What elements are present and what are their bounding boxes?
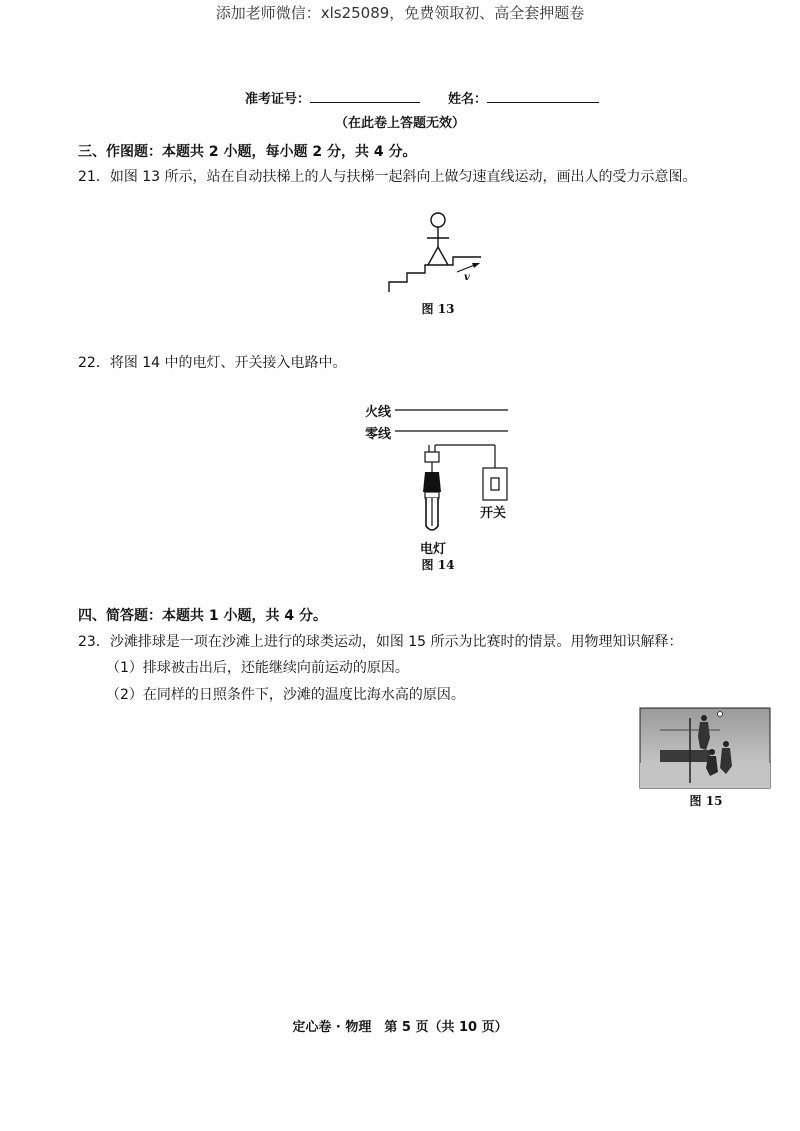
question-23-part2: （2）在同样的日照条件下，沙滩的温度比海水高的原因。: [106, 687, 465, 703]
switch-toggle: [491, 478, 499, 490]
person-leg-right: [438, 247, 448, 265]
figure-15-photo: [640, 708, 770, 788]
photo-player-head-2: [723, 741, 729, 747]
lamp-holder-top: [425, 452, 439, 462]
neutral-wire-label: 零线: [365, 427, 392, 442]
fig15-caption: 图 15: [689, 794, 723, 808]
exam-id-label: 准考证号：: [245, 92, 311, 107]
lamp-base: [423, 472, 441, 492]
figure-13: [385, 210, 495, 300]
question-23-part1: （1）排球被击出后，还能继续向前运动的原因。: [106, 660, 409, 676]
lamp-neck: [425, 492, 439, 498]
switch-label: 开关: [480, 506, 507, 521]
person-leg-left: [428, 247, 438, 265]
name-label: 姓名：: [448, 92, 488, 107]
photo-player-head-3: [709, 749, 715, 755]
photo-ball: [718, 712, 723, 717]
live-wire-label: 火线: [365, 405, 392, 420]
fig13-v-label: v: [464, 272, 470, 283]
question-21: 21．如图 13 所示，站在自动扶梯上的人与扶梯一起斜向上做匀速直线运动，画出人的受力示意图。: [78, 169, 697, 185]
section3-heading: 三、作图题：本题共 2 小题，每小题 2 分，共 4 分。: [78, 144, 417, 160]
lamp-label: 电灯: [420, 542, 447, 557]
page-footer: 定心卷 · 物理 第 5 页（共 10 页）: [292, 1020, 508, 1035]
exam-id-line: [245, 88, 599, 107]
watermark: 添加老师微信：xls25089，免费领取初、高全套押题卷: [215, 4, 585, 22]
section4-heading: 四、简答题：本题共 1 小题，共 4 分。: [78, 608, 327, 624]
photo-player-head-1: [701, 715, 707, 721]
question-23: 23．沙滩排球是一项在沙滩上进行的球类运动，如图 15 所示为比赛时的情景。用物理知识解释：: [78, 634, 683, 650]
velocity-arrowhead: [472, 263, 480, 268]
fig13-caption: 图 13: [421, 302, 455, 316]
photo-banner: [660, 750, 710, 762]
invalid-note: （在此卷上答题无效）: [334, 116, 465, 131]
name-blank[interactable]: [487, 90, 599, 103]
question-22: 22．将图 14 中的电灯、开关接入电路中。: [78, 355, 347, 371]
photo-sand: [640, 763, 770, 788]
person-head: [431, 213, 445, 227]
fig14-caption: 图 14: [421, 558, 455, 572]
exam-id-blank[interactable]: [310, 90, 420, 103]
